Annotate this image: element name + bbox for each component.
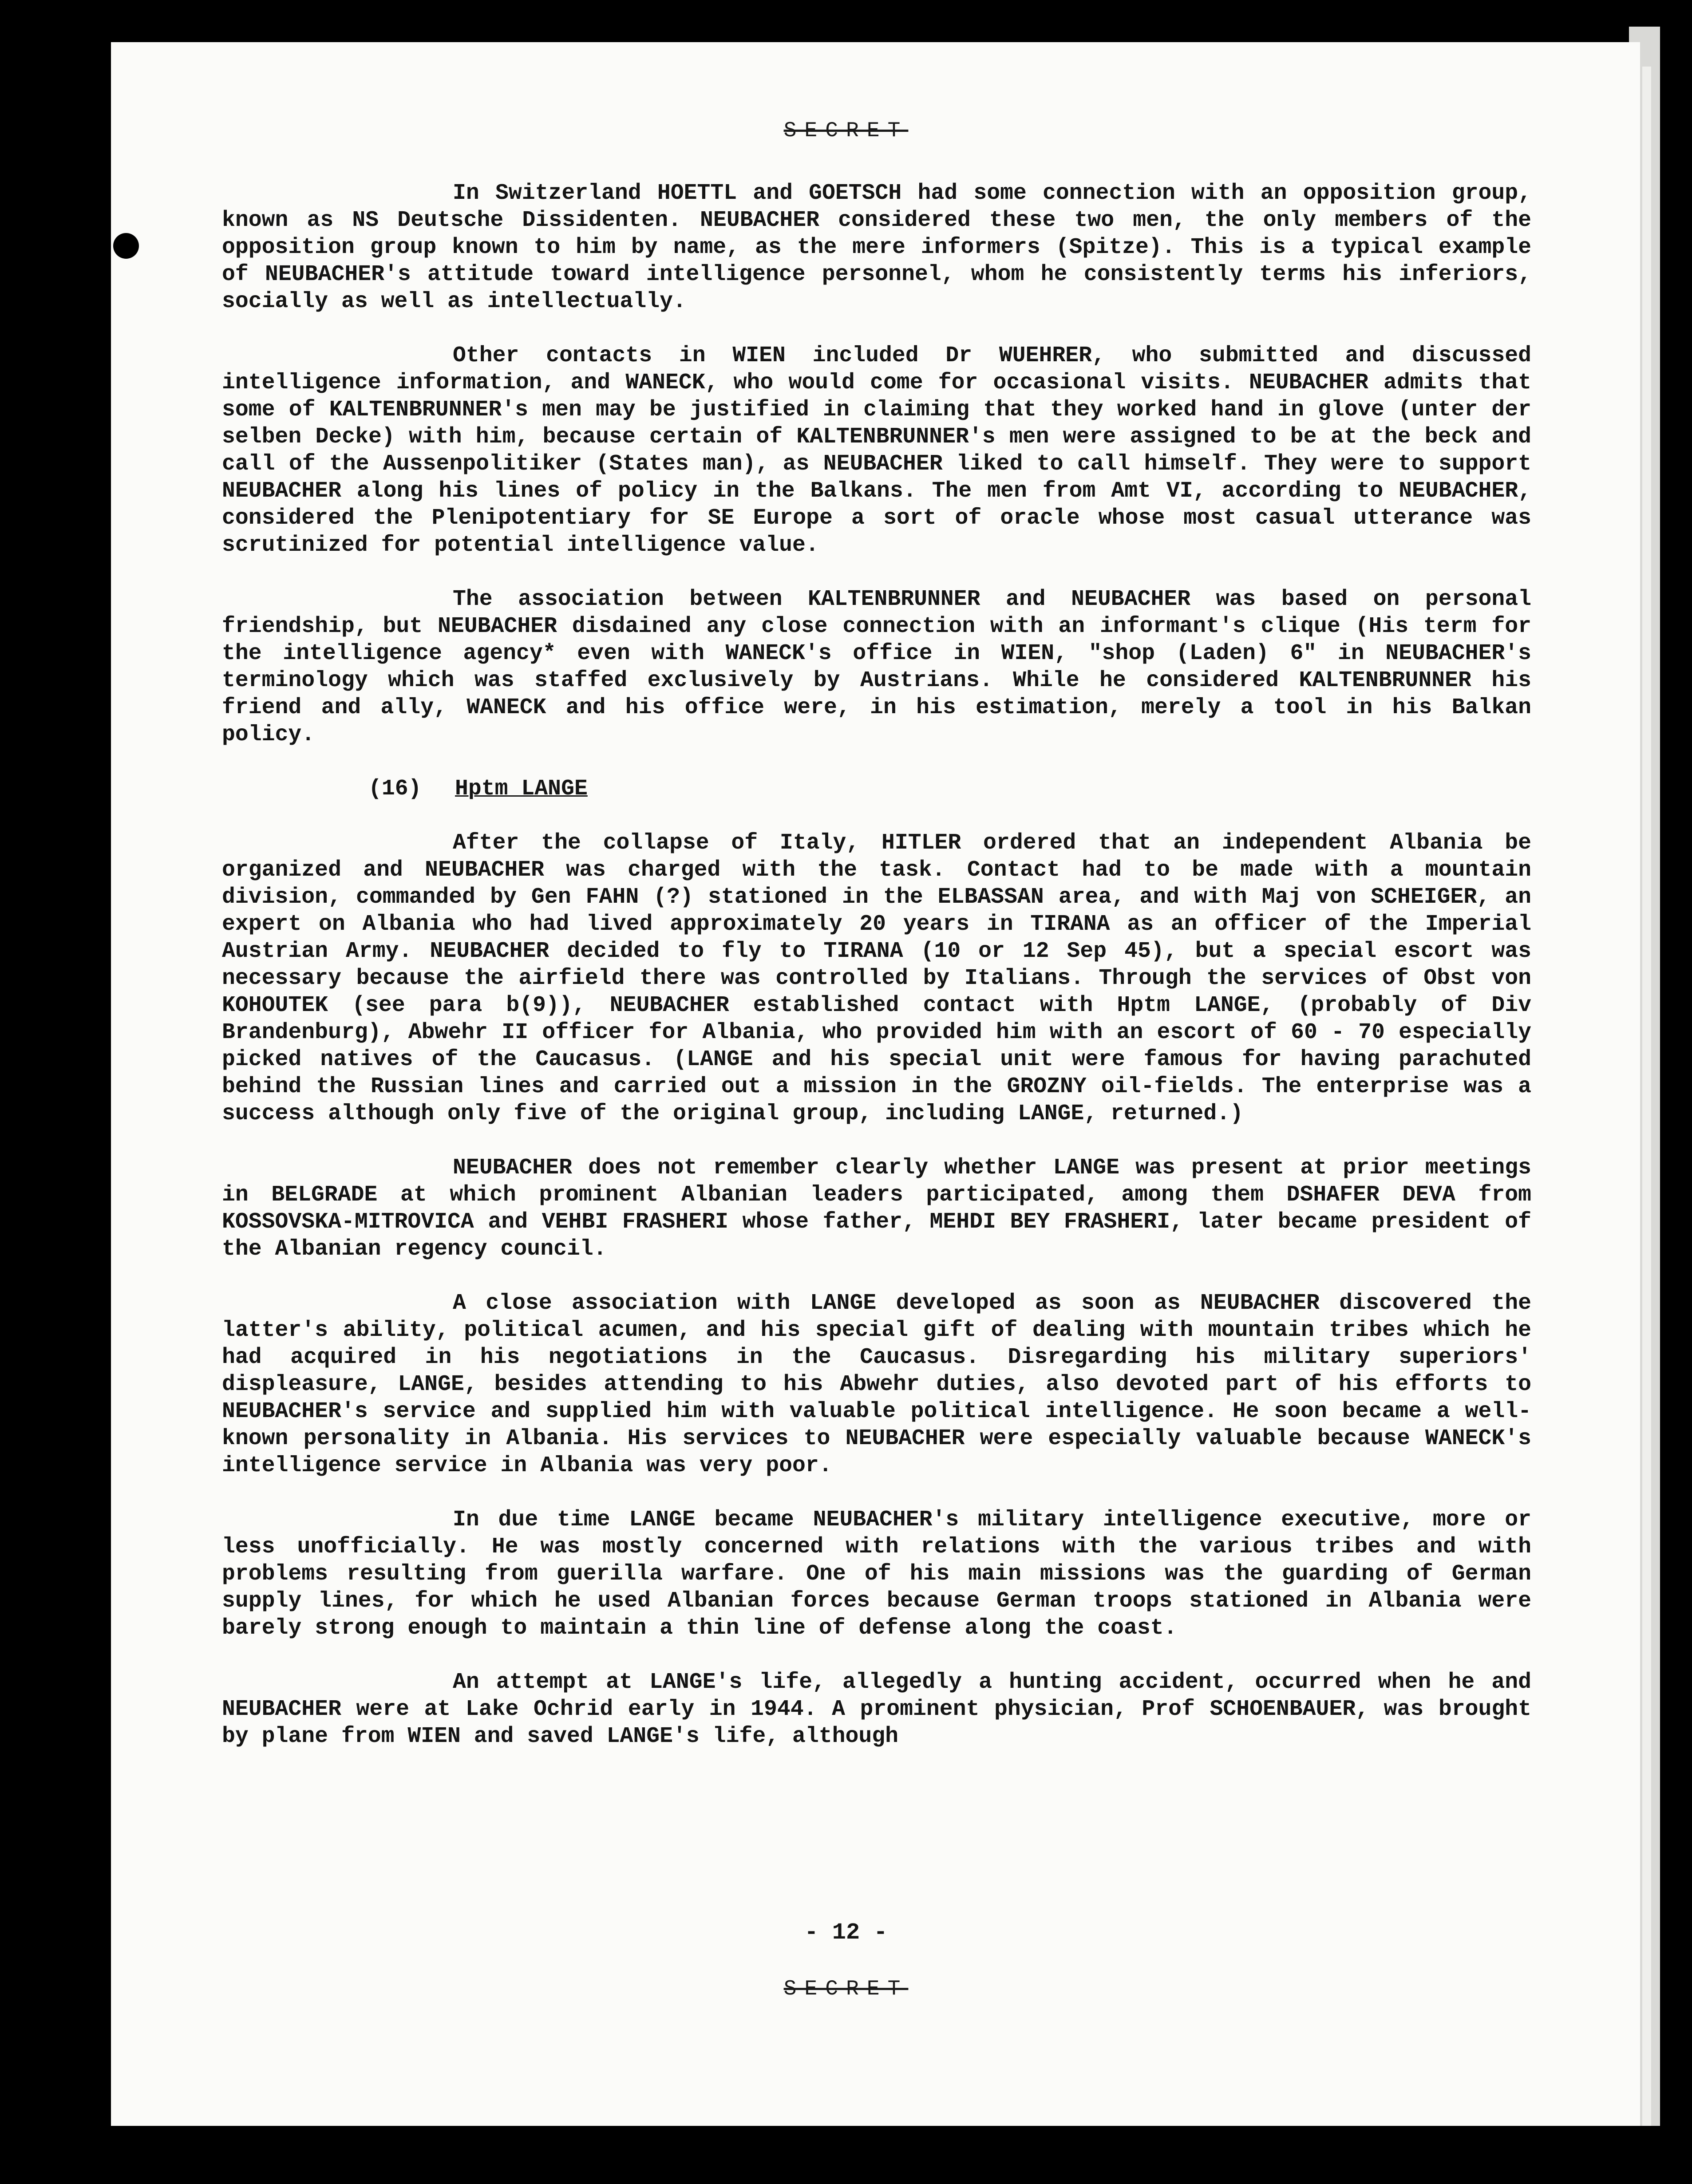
punch-hole (113, 233, 139, 259)
page-number: - 12 - (804, 1919, 888, 1946)
paragraph-3: The association between KALTENBRUNNER and NEUBACHER was based on personal friendship, but NEUBACHER disdained any close connection with an informant's clique (His term for the intelligence agency* even with WANECK's office in WIEN, "shop (Laden) 6" in NEUBACHER's terminology which was staffed exclusively by Austrians. While he considered KALTENBRUNNER his friend and ally, WANECK and his office were, in his estimation, merely a tool in his Balkan policy. (222, 587, 1545, 747)
paragraph-2: Other contacts in WIEN included Dr WUEHRER, who submitted and discussed intelligence information, and WANECK, who would come for occasional visits. NEUBACHER admits that some of KALTENBRUNNER's men may be justified in claiming that they worked hand in glove (unter der selben Decke) with him, because certain of KALTENBRUNNER's men were assigned to be at the beck and call of the Aussenpolitiker (States man), as NEUBACHER liked to call himself. They were to support NEUBACHER along his lines of policy in the Balkans. The men from Amt VI, according to NEUBACHER, considered the Plenipotentiary for SE Europe a sort of oracle whose most casual utterance was scrutinized for potential intelligence value. (222, 343, 1545, 557)
section-paragraph-1: After the collapse of Italy, HITLER ordered that an independent Albania be organized and NEUBACHER was charged with the task. Contact had to be made with a mountain division, commanded by Gen FAHN (?) stationed in the ELBASSAN area, and with Maj von SCHEIGER, an expert on Albania who had lived approximately 20 years in TIRANA as an officer of the Imperial Austrian Army. NEUBACHER decided to fly to TIRANA (10 or 12 Sep 45), but a special escort was necessary because the airfield there was controlled by Italians. Through the services of Obst von KOHOUTEK (see para b(9)), NEUBACHER established contact with Hptm LANGE, (probably of Div Brandenburg), Abwehr II officer for Albania, who provided him with an escort of 60 - 70 especially picked natives of the Caucasus. (LANGE and his special unit were famous for having parachuted behind the Russian lines and carried out a mission in the GROZNY oil-fields. The enterprise was a success although only five of the original group, including LANGE, returned.) (222, 830, 1545, 1126)
section-paragraph-2: NEUBACHER does not remember clearly whether LANGE was present at prior meetings in BELGRADE at which prominent Albanian leaders participated, among them DSHAFER DEVA from KOSSOVSKA-MITROVICA and VEHBI FRASHERI whose father, MEHDI BEY FRASHERI, later became president of the Albanian regency council. (222, 1155, 1545, 1261)
section-paragraph-3: A close association with LANGE developed as soon as NEUBACHER discovered the latter's ability, political acumen, and his special gift of dealing with mountain tribes which he had acquired in his negotiations in the Caucasus. Disregarding his military superiors' displeasure, LANGE, besides attending to his Abwehr duties, also devoted part of his efforts to NEUBACHER's service and supplied him with valuable political intelligence. He soon became a well-known personality in Albania. His services to NEUBACHER were especially valuable because WANECK's intelligence service in Albania was very poor. (222, 1291, 1545, 1478)
section-paragraph-5: An attempt at LANGE's life, allegedly a hunting accident, occurred when he and NEUBACHER were at Lake Ochrid early in 1944. A prominent physician, Prof SCHOENBAUER, was brought by plane from WIEN and saved LANGE's life, although (222, 1670, 1545, 1749)
section-number: (16) (368, 776, 422, 801)
classification-marking-bottom: SECRET (783, 1977, 909, 2001)
section-title: Hptm LANGE (455, 776, 588, 801)
document-body (222, 180, 1545, 1777)
page-edge-highlight (1642, 67, 1651, 2126)
section-heading (222, 775, 1531, 802)
classification-marking-top: SECRET (783, 119, 909, 143)
section-paragraph-4: In due time LANGE became NEUBACHER's military intelligence executive, more or less unofficially. He was mostly concerned with relations with the various tribes and with problems resulting from guerilla warfare. One of his main missions was the guarding of German supply lines, for which he used Albanian forces because German troops stationed in Albania were barely strong enough to maintain a thin line of defense along the coast. (222, 1507, 1545, 1640)
paragraph-1: In Switzerland HOETTL and GOETSCH had some connection with an opposition group, known as NS Deutsche Dissidenten. NEUBACHER considered these two men, the only members of the opposition group known to him by name, as the mere informers (Spitze). This is a typical example of NEUBACHER's attitude toward intelligence personnel, whom he consistently terms his inferiors, socially as well as intellectually. (222, 181, 1545, 314)
